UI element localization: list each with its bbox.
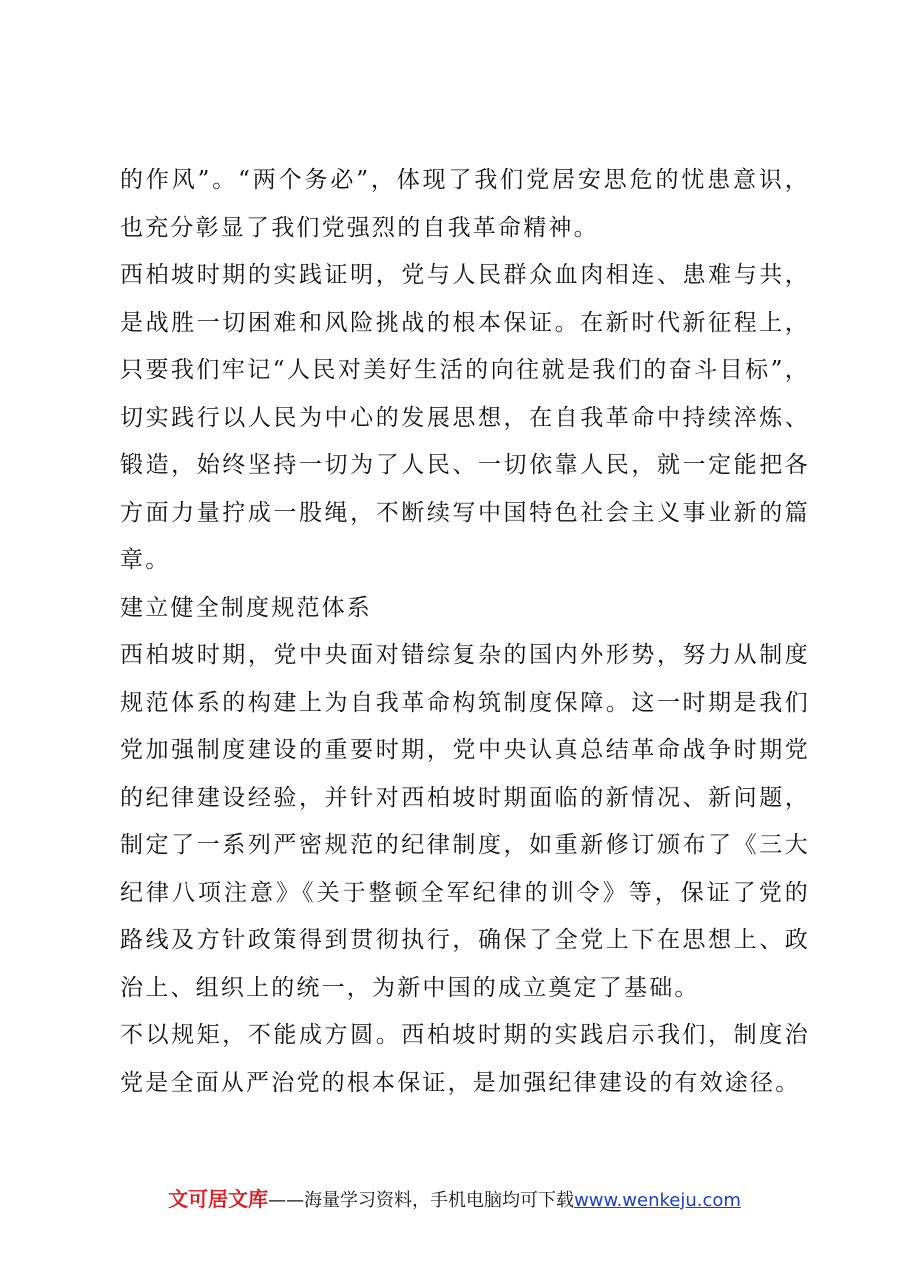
- footer-dash: ——: [268, 1190, 305, 1211]
- paragraph: 西柏坡时期的实践证明，党与人民群众血肉相连、患难与共，是战胜一切困难和风险挑战的根本保证。在新时代新征程上，只要我们牢记“人民对美好生活的向往就是我们的奋斗目标”，切实践行以人民为中心的发展思想，在自我革命中持续淬炼、锻造，始终坚持一切为了人民、一切依靠人民，就一定能把各方面力量拧成一股绳，不断续写中国特色社会主义事业新的篇章。: [120, 262, 810, 573]
- document-body: [120, 157, 810, 1107]
- footer-tagline: 海量学习资料，手机电脑均可下载: [304, 1190, 575, 1211]
- paragraph: 不以规矩，不能成方圆。西柏坡时期的实践启示我们，制度治党是全面从严治党的根本保证，是加强纪律建设的有效途径。: [120, 1022, 810, 1096]
- footer-banner: [0, 1183, 909, 1212]
- paragraph: 的作风”。“两个务必”，体现了我们党居安思危的忧患意识，也充分彰显了我们党强烈的自我革命精神。: [120, 167, 810, 241]
- paragraph: 西柏坡时期，党中央面对错综复杂的国内外形势，努力从制度规范体系的构建上为自我革命构筑制度保障。这一时期是我们党加强制度建设的重要时期，党中央认真总结革命战争时期党的纪律建设经验，并针对西柏坡时期面临的新情况、新问题，制定了一系列严密规范的纪律制度，如重新修订颁布了《三大纪律八项注意》《关于整顿全军纪律的训令》等，保证了党的路线及方针政策得到贯彻执行，确保了全党上下在思想上、政治上、组织上的统一，为新中国的成立奠定了基础。: [120, 642, 810, 1001]
- brand-name: 文可居文库: [168, 1187, 269, 1211]
- section-heading: 建立健全制度规范体系: [120, 594, 372, 621]
- website-link[interactable]: www.wenkeju.com: [574, 1190, 741, 1211]
